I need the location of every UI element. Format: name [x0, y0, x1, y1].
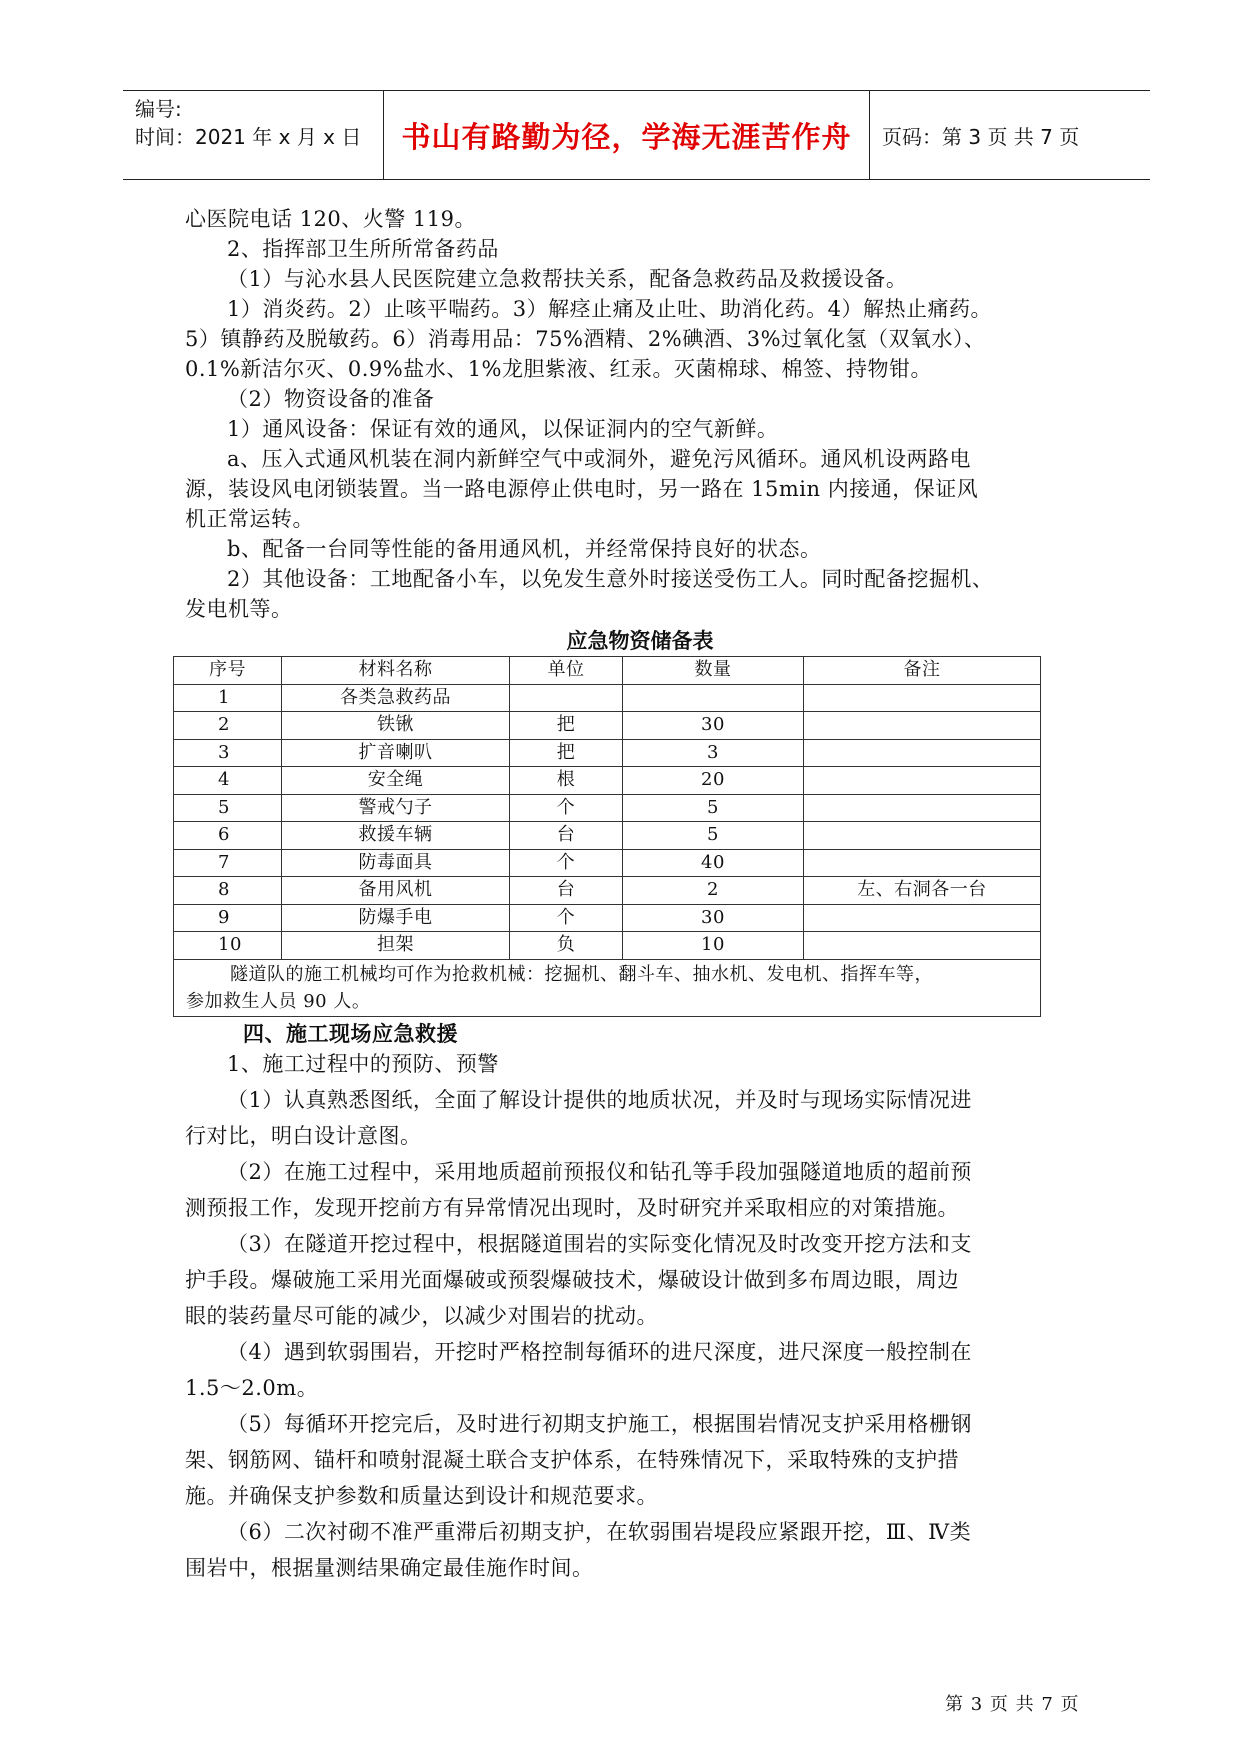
paragraph-line: 源，装设风电闭锁装置。当一路电源停止供电时，另一路在 15min 内接通，保证风 [185, 477, 979, 501]
motto-text: 书山有路勤为径，学海无涯苦作舟 [401, 119, 852, 154]
table-cell: 安全绳 [282, 767, 510, 795]
table-cell: 30 [623, 904, 804, 932]
table-cell: 个 [510, 794, 623, 822]
table-header-cell: 备注 [804, 657, 1041, 685]
header-page-number: 页码：第 3 页 共 7 页 [882, 124, 1080, 149]
table-note [174, 959, 1041, 1016]
table-cell [804, 794, 1041, 822]
paragraph-line: 发电机等。 [185, 597, 293, 621]
table-row [174, 739, 1041, 767]
table-cell: 10 [623, 932, 804, 960]
table-cell: 防毒面具 [282, 849, 510, 877]
table-header-cell: 材料名称 [282, 657, 510, 685]
paragraph-line: 架、钢筋网、锚杆和喷射混凝土联合支护体系，在特殊情况下，采取特殊的支护措 [185, 1447, 959, 1472]
table-row [174, 712, 1041, 740]
table-cell: 台 [510, 822, 623, 850]
table-cell: 警戒勺子 [282, 794, 510, 822]
table-cell: 台 [510, 877, 623, 905]
table-cell: 3 [623, 739, 804, 767]
table-cell: 铁锹 [282, 712, 510, 740]
document-number-label: 编号: [135, 97, 182, 121]
table-cell: 2 [623, 877, 804, 905]
table-cell: 4 [174, 767, 282, 795]
header-motto [384, 91, 870, 179]
table-header-cell: 序号 [174, 657, 282, 685]
page-header [123, 90, 1150, 180]
paragraph-line: 0.1%新洁尔灭、0.9%盐水、1%龙胆紫液、红汞。灭菌棉球、棉签、持物钳。 [185, 357, 933, 381]
table-cell: 救援车辆 [282, 822, 510, 850]
paragraph-line: 护手段。爆破施工采用光面爆破或预裂爆破技术，爆破设计做到多布周边眼，周边 [185, 1267, 959, 1292]
table-cell: 备用风机 [282, 877, 510, 905]
table-header-cell: 数量 [623, 657, 804, 685]
table-cell [804, 904, 1041, 932]
paragraph-line: 机正常运转。 [185, 507, 314, 531]
paragraph-line: 围岩中，根据量测结果确定最佳施作时间。 [185, 1555, 594, 1580]
paragraph-line: （4）遇到软弱围岩，开挖时严格控制每循环的进尺深度，进尺深度一般控制在 [227, 1339, 972, 1364]
paragraph-line: （1）认真熟悉图纸，全面了解设计提供的地质状况，并及时与现场实际情况进 [227, 1087, 972, 1112]
table-row [174, 932, 1041, 960]
table-cell [804, 849, 1041, 877]
subsection-heading: 1、施工过程中的预防、预警 [227, 1051, 499, 1076]
table-cell: 把 [510, 712, 623, 740]
table-cell: 30 [623, 712, 804, 740]
table-cell [804, 767, 1041, 795]
paragraph-line: a、压入式通风机装在洞内新鲜空气中或洞外，避免污风循环。通风机设两路电 [227, 447, 972, 471]
table-cell: 2 [174, 712, 282, 740]
table-cell: 担架 [282, 932, 510, 960]
table-cell [510, 684, 623, 712]
table-cell: 5 [623, 822, 804, 850]
table-cell: 9 [174, 904, 282, 932]
page-footer: 第 3 页 共 7 页 [945, 1694, 1080, 1715]
table-cell: 根 [510, 767, 623, 795]
table-note-line: 参加救生人员 90 人。 [186, 990, 371, 1012]
paragraph-line: （2）物资设备的准备 [227, 387, 435, 411]
supplies-table [173, 656, 1041, 1017]
paragraph-line: （5）每循环开挖完后，及时进行初期支护施工，根据围岩情况支护采用格栅钢 [227, 1411, 972, 1436]
table-note-row [174, 959, 1041, 1016]
table-title: 应急物资储备表 [566, 629, 714, 653]
table-cell: 左、右洞各一台 [804, 877, 1041, 905]
paragraph-line: 测预报工作，发现开挖前方有异常情况出现时，及时研究并采取相应的对策措施。 [185, 1195, 959, 1220]
paragraph-line: 2、指挥部卫生所所常备药品 [227, 237, 499, 261]
table-cell: 40 [623, 849, 804, 877]
paragraph-line: 眼的装药量尽可能的减少，以减少对围岩的扰动。 [185, 1303, 658, 1328]
table-cell: 7 [174, 849, 282, 877]
section-heading: 四、施工现场应急救援 [243, 1021, 458, 1046]
table-row [174, 849, 1041, 877]
table-cell [623, 684, 804, 712]
paragraph-line: 5）镇静药及脱敏药。6）消毒用品：75%酒精、2%碘酒、3%过氧化氢（双氧水）、 [185, 327, 986, 351]
table-cell: 6 [174, 822, 282, 850]
table-cell: 防爆手电 [282, 904, 510, 932]
table-cell [804, 822, 1041, 850]
page-body [185, 204, 1095, 1583]
table-cell: 10 [174, 932, 282, 960]
paragraph-line: （3）在隧道开挖过程中，根据隧道围岩的实际变化情况及时改变开挖方法和支 [227, 1231, 972, 1256]
table-cell: 把 [510, 739, 623, 767]
table-cell: 8 [174, 877, 282, 905]
paragraph-line: （6）二次衬砌不准严重滞后初期支护，在软弱围岩堤段应紧跟开挖，Ⅲ、Ⅳ类 [227, 1519, 972, 1544]
paragraph-line: 1）消炎药。2）止咳平喘药。3）解痉止痛及止吐、助消化药。4）解热止痛药。 [227, 297, 992, 321]
table-cell [804, 684, 1041, 712]
table-cell: 个 [510, 849, 623, 877]
table-cell: 扩音喇叭 [282, 739, 510, 767]
paragraph-line: 2）其他设备：工地配备小车，以免发生意外时接送受伤工人。同时配备挖掘机、 [227, 567, 994, 591]
table-cell: 各类急救药品 [282, 684, 510, 712]
paragraph-line: 行对比，明白设计意图。 [185, 1123, 422, 1148]
table-header-cell: 单位 [510, 657, 623, 685]
table-row [174, 684, 1041, 712]
table-cell: 1 [174, 684, 282, 712]
paragraph-line: 1.5～2.0m。 [185, 1375, 319, 1400]
paragraph-line: 心医院电话 120、火警 119。 [185, 207, 477, 231]
paragraph-line: b、配备一台同等性能的备用通风机，并经常保持良好的状态。 [227, 537, 822, 561]
table-row [174, 767, 1041, 795]
table-cell: 负 [510, 932, 623, 960]
table-cell: 5 [623, 794, 804, 822]
table-cell: 个 [510, 904, 623, 932]
table-cell: 5 [174, 794, 282, 822]
table-cell [804, 712, 1041, 740]
header-meta [123, 91, 384, 179]
table-note-line: 隧道队的施工机械均可作为抢救机械：挖掘机、翻斗车、抽水机、发电机、指挥车等， [230, 963, 933, 985]
table-row [174, 822, 1041, 850]
paragraph-line: 施。并确保支护参数和质量达到设计和规范要求。 [185, 1483, 658, 1508]
paragraph-line: 1）通风设备：保证有效的通风，以保证洞内的空气新鲜。 [227, 417, 779, 441]
paragraph-line: （1）与沁水县人民医院建立急救帮扶关系，配备急救药品及救援设备。 [227, 267, 908, 291]
document-date: 时间：2021 年 x 月 x 日 [135, 125, 362, 149]
table-cell: 20 [623, 767, 804, 795]
paragraph-line: （2）在施工过程中，采用地质超前预报仪和钻孔等手段加强隧道地质的超前预 [227, 1159, 972, 1184]
table-cell [804, 739, 1041, 767]
table-cell [804, 932, 1041, 960]
table-cell: 3 [174, 739, 282, 767]
table-row [174, 877, 1041, 905]
table-row [174, 904, 1041, 932]
table-row [174, 794, 1041, 822]
table-header-row [174, 657, 1041, 685]
